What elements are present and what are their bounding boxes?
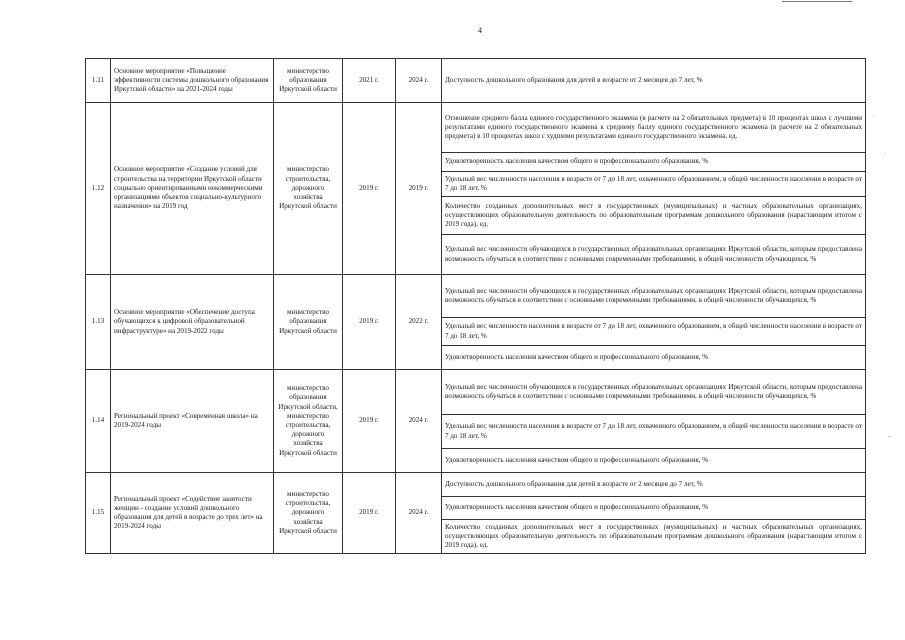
row-indicator: Удовлетворенность населения качеством общего и профессионального образования, % [442,346,866,370]
scan-mark: – [888,432,892,440]
row-indicator: Количество созданных дополнительных мест в государственных (муниципальных) и частных образовательных организациях, осуществляющих образовательную деятельность по образовательным программам дошкольного образования (нарастающим итогом с 2019 года), ед. [442,520,866,554]
row-executor: министерство образования Иркутской области [274,275,343,370]
row-end-year: 2022 г. [396,275,442,370]
row-number: 1.11 [86,59,111,103]
page-number: 4 [478,26,482,35]
row-start-year: 2019 г. [343,473,396,554]
row-executor: министерство образования Иркутской области, министерство строительства, дорожного хозяйства Иркутской области [274,370,343,473]
row-start-year: 2019 г. [343,370,396,473]
row-executor: министерство строительства, дорожного хозяйства Иркутской области [274,103,343,275]
row-indicator: Отношение среднего балла единого государственного экзамена (в расчете на 2 обязательных предмета) в 10 процентах школ с лучшими результатами единого государственного экзамена к среднему баллу единого государственного экзамена (в расчете на 2 обязательных предмета) в 10 процентах школ с худшими результатами единого государственного экзамена, ед. [442,103,866,153]
row-indicator: Удовлетворенность населения качеством общего и профессионального образования, % [442,497,866,520]
row-end-year: 2019 г. [396,103,442,275]
table-row [86,370,866,415]
row-indicator: Доступность дошкольного образования для детей в возрасте от 2 месяцев до 7 лет, % [442,59,866,103]
table-row [86,59,866,103]
row-indicator: Удовлетворенность населения качеством общего и профессионального образования, % [442,449,866,473]
row-number: 1.15 [86,473,111,554]
row-indicator: Доступность дошкольного образования для детей в возрасте от 2 месяцев до 7 лет, % [442,473,866,497]
row-start-year: 2019 г. [343,275,396,370]
row-indicator: Количество созданных дополнительных мест в государственных (муниципальных) и частных образовательных организациях, осуществляющих образовательную деятельность по образовательным программам дошкольного образования (нарастающим итогом с 2019 года), ед. [442,197,866,235]
table-row [86,275,866,318]
row-indicator: Удовлетворенность населения качеством общего и профессионального образования, % [442,153,866,172]
row-end-year: 2024 г. [396,370,442,473]
row-number: 1.13 [86,275,111,370]
row-indicator: Удельный вес численности населения в возрасте от 7 до 18 лет, охваченного образованием, в общей численности населения в возрасте от 7 до 18 лет, % [442,318,866,346]
row-indicator: Удельный вес численности населения в возрасте от 7 до 18 лет, охваченного образованием, в общей численности населения в возрасте от 7 до 18 лет, % [442,415,866,449]
table-row [86,473,866,497]
row-indicator: Удельный вес численности обучающихся в государственных образовательных организациях Иркутской области, которым предоставлена возможность обучаться в соответствии с основными современными требованиями, в общей численности обучающихся, % [442,370,866,415]
row-start-year: 2019 г. [343,103,396,275]
row-end-year: 2024 г. [396,59,442,103]
table-body [86,59,866,554]
row-name: Региональный проект «Современная школа» на 2019-2024 годы [111,370,274,473]
row-end-year: 2024 г. [396,473,442,554]
row-executor: министерство строительства, дорожного хозяйства Иркутской области [274,473,343,554]
row-name: Основное мероприятие «Создание условий для строительства на территории Иркутской области социально ориентированными некоммерческими организациями объектов социально-культурного назначения» на 2019 год [111,103,274,275]
row-name: Региональный проект «Содействие занятости женщин - создание условий дошкольного образования для детей в возрасте до трех лет» на 2019-2024 годы [111,473,274,554]
table-row [86,103,866,153]
row-indicator: Удельный вес численности населения в возрасте от 7 до 18 лет, охваченного образованием, в общей численности населения в возрасте от 7 до 18 лет, % [442,172,866,197]
row-executor: министерство образования Иркутской области [274,59,343,103]
program-table [85,58,866,554]
row-indicator: Удельный вес численности обучающихся в государственных образовательных организациях Иркутской области, которым предоставлена возможность обучаться в соответствии с основными современными требованиями, в общей численности обучающихся, % [442,235,866,275]
row-number: 1.14 [86,370,111,473]
scan-mark: · [884,150,887,158]
row-name: Основное мероприятие «Обеспечение доступа обучающихся к цифровой образовательной инфраструктуре» на 2019-2022 годы [111,275,274,370]
row-number: 1.12 [86,103,111,275]
scan-mark: · [872,112,875,120]
top-rule [782,1,852,2]
row-start-year: 2021 г. [343,59,396,103]
row-name: Основное мероприятие «Повышение эффективности системы дошкольного образования Иркутской области» на 2021-2024 годы [111,59,274,103]
row-indicator: Удельный вес численности обучающихся в государственных образовательных организациях Иркутской области, которым предоставлена возможность обучаться в соответствии с основными современными требованиями, в общей численности обучающихся, % [442,275,866,318]
